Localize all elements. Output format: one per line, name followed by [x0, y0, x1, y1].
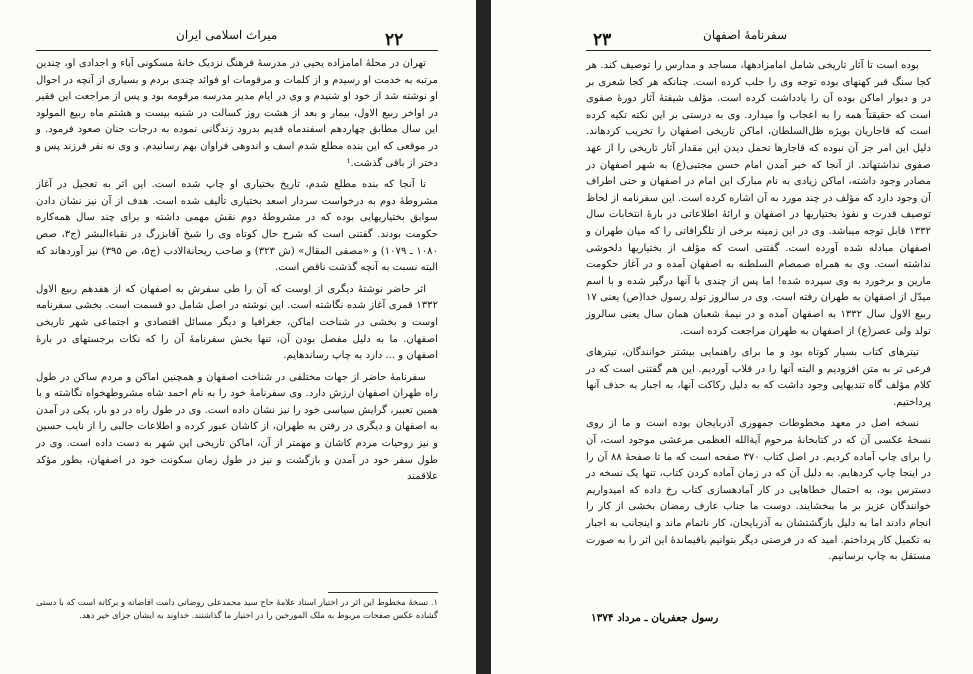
paragraph: تا آنجا که بنده مطلع شدم، تاریخ بختیاری او چاپ شده است. این اثر به تعجیل در آغاز مشروطهٔ دوم به درخواست سردار اسعد بختیاری تألیف شده است. هدف از آن نیز نشان دادن سوابق بختیاریهایی بوده که در مشروطهٔ دوم نقش مهمی داشته و برای چند سال همه‌کاره حکومت بودند. گفتنی است که شرح حال کوتاه وی را شیخ آقابزرگ در نقباءالبشر (ج۳، صص ۱۰۸۰ ـ ۱۰۷۹) و «مصفی المقال» (ش ۳۲۳) و صاحب ریحانةالادب (ج۵، ص ۳۹۵) نیز آوردهاند که البته نسبت به آنچه گذشت ناقص است.: [36, 179, 439, 274]
paragraph: تیترهای کتاب بسیار کوتاه بود و ما برای راهنمایی بیشتر خوانندگان، تیترهای فرعی تر به متن افزودیم و البته آنها را در قلاب آوردیم. این هم گفتنی است که در کلام مؤلف گاه تندیهایی وجود داشت که به دلیل رکاکت آنها، به اجبار به حذف آنها پرداختیم.: [586, 347, 931, 408]
book-gutter: [476, 0, 491, 674]
body-text: [36, 56, 438, 491]
running-title: سفرنامهٔ اصفهان: [703, 28, 788, 42]
paragraph: سفرنامهٔ حاضر از جهات مختلفی در شناخت اصفهان و همچنین اماکن و مردم ساکن در طول راه طهران اصفهان ارزش دارد. وی سفرنامهٔ خود را به نام احمد شاه مشروطهخواه نگاشته و با همین تعبیر، گرایش سیاسی خود را نیز نشان داده است. وی در طول راه در دو بار، یکی در آمدن به اصفهان و دیگری در رفتن به طهران، از کاشان عبور کرده و اطلاعات جالبی را از نایب حسین و نیز روحیات مردم کاشان و مهمتر از آن، اماکن تاریخی این شهر به دست داده است. وی در طول سفر خود در آمدن و بازگشت و نیز در طول زمان سکونت خود در اصفهان، بطور مؤکد علاقمند: [36, 371, 438, 483]
paragraph: اثر حاضر نوشتهٔ دیگری از اوست که آن را طی سفرش به اصفهان که از هفدهم ربیع الاول ۱۳۳۲ قمری آغاز شده نگاشته است. این نوشته در اصل شامل دو قسمت است. بخشی سفرنامه اوست و بخشی در شناخت اماکن، جغرافیا و دیگر مسائل اقتصادی و اجتماعی شهر تاریخی اصفهان. ما به دلیل مفصل بودن آن، تنها بخش سفرنامهٔ آن را که نکات برجستهای در بارهٔ اصفهان و ... دارد به چاپ رساندهایم.: [36, 283, 438, 362]
footnote-rule: [328, 592, 438, 593]
paragraph: نسخه اصل در معهد مخطوطات جمهوری آذربایجان بوده است و ما از روی نسخهٔ عکسی آن که در کتابخانهٔ مرحوم آیةالله العظمی مرعشی موجود است، آن را برای چاپ آماده کردیم. در اصل کتاب ۳۷۰ صفحه است که ما تا صفحهٔ ۸۸ آن را در اینجا چاپ کردهایم. به دلیل آن که در زمان آماده کردن کتاب، تنها یک نسخه در دسترس بود، به احتمال خطاهایی در کار آمادهسازی کتاب رخ داده که امیدواریم خوانندگان عزیز بر ما ببخشایند. دوست ما جناب عارف رمضان بخشی از کار را انجام دادند اما به دلیل بازگشتشان به آذربایجان، کار ناتمام ماند و اینجانب به اجبار به تکمیل کار پرداختم. امید که در فرصتی دیگر بتوانیم باقیماندهٔ این اثر را به صورت مستقل به چاپ برسانیم.: [586, 418, 931, 563]
paragraph: بوده است تا آثار تاریخی شامل امامزادهها، مساجد و مدارس را توصیف کند. هر کجا سنگ قبر کهنهای بوده توجه وی را جلب کرده است. چنانکه هر کجا شعری بر در و دیوار اماکن بوده آن را یادداشت کرده است. مؤلف شیفتهٔ آثار دورهٔ صفوی است که حقیقتاً همه را به اعجاب وا میدارد. وی به درستی بر این نکته تکیه کرده است که قاجاریان بویژه ظل‌السلطان، اماکن تاریخی اصفهان را تخریب کردهاند. دلیل این امر جز آن نبوده که قاجارها تحمل دیدن این مقدار آثار تاریخی را از عهد صفوی نداشتهاند. از آنجا که خبر آمدن امام حسن مجتبی(ع) به شهر اصفهان در مصادر وجود داشته، اماکن زیادی به نام مبارک این امام در اصفهان و حتی اطراف آن وجود دارد که مؤلف در چند مورد به آن اشاره کرده است. این سفرنامه از لحاظ توصیف قدرت و نفوذ بختیاریها در اصفهان و ارائهٔ اطلاعاتی در بارهٔ انتخابات سال ۱۳۳۲ قابل توجه میباشد. وی در این زمینه برخی از تلگرافاتی را که میان طهران و اصفهان مبادله شده آورده است. گفتنی است که مؤلف از بختیاریها دلخوشی نداشته است. وی به همراه صمصام السلطنه به اصفهان آمده و در آغاز حکومت مارین و برخورد به وی سپرده شده! اما پس از چندی با آنها درگیر شده و با اسم میدّل از اصفهان به طهران رفته است. وی در سالروز تولد رسول خدا(ص) یعنی ۱۷ ربیع الاول سال ۱۳۳۲ به اصفهان آمده و در نیمهٔ شعبان همان سال یعنی سالروز تولد ولی عصر(ع) از اصفهان به طهران مراجعت کرده است.: [586, 60, 931, 337]
paragraph: تهران در محلهٔ امامزاده یحیی در مدرسهٔ فرهنگ نزدیک خانهٔ مسکونی آباء و اجدادی او، چندین مرتبه به خدمت او رسیدم و از کلمات و مرقومات او فوائد چندی بردم و بسیاری از آنچه در احوال او نوشته شد از خود او شنیدم و وی در ایام مدیر مدرسه مرقومه بود و پس از مراجعت این فقیر در اواخر ربیع الاول، بیمار و بعد از هشت روز کسالت در شنبه بیست و هشتم ماه ربیع المولود این سال مطابق چهاردهم اسفندماه قدیم بدرود زندگانی نموده به درجات جنان صعود فرمود. و در موقعی که این بنده مطلع شدم اسف و اندوهی فراوان بهم رسانیدم. و وی نه نفر فرزند پس و دختر از باقی گذشت.¹: [36, 58, 438, 169]
header-rule: [36, 50, 438, 51]
header-rule: [586, 50, 931, 51]
body-text: [586, 58, 931, 571]
page-number: ۲۳: [593, 30, 612, 50]
signature: رسول جعفریان ـ مرداد ۱۳۷۴: [591, 612, 719, 624]
footnote: ۱. نسخهٔ مخطوط این اثر در اختیار استاد علامهٔ حاج سید محمدعلی روضاتی دامت افاضاته و برکاته است که با دستی گشاده عکس صفحات مربوط به ملک المورخین را در اختیار ما گذاشتند. خداوند به ایشان جزای خیر دهد.: [36, 597, 438, 621]
running-title: میراث اسلامی ایران: [176, 28, 278, 42]
right-page: [491, 0, 973, 674]
page-number: ۲۲: [385, 30, 404, 50]
left-page: [0, 0, 476, 674]
